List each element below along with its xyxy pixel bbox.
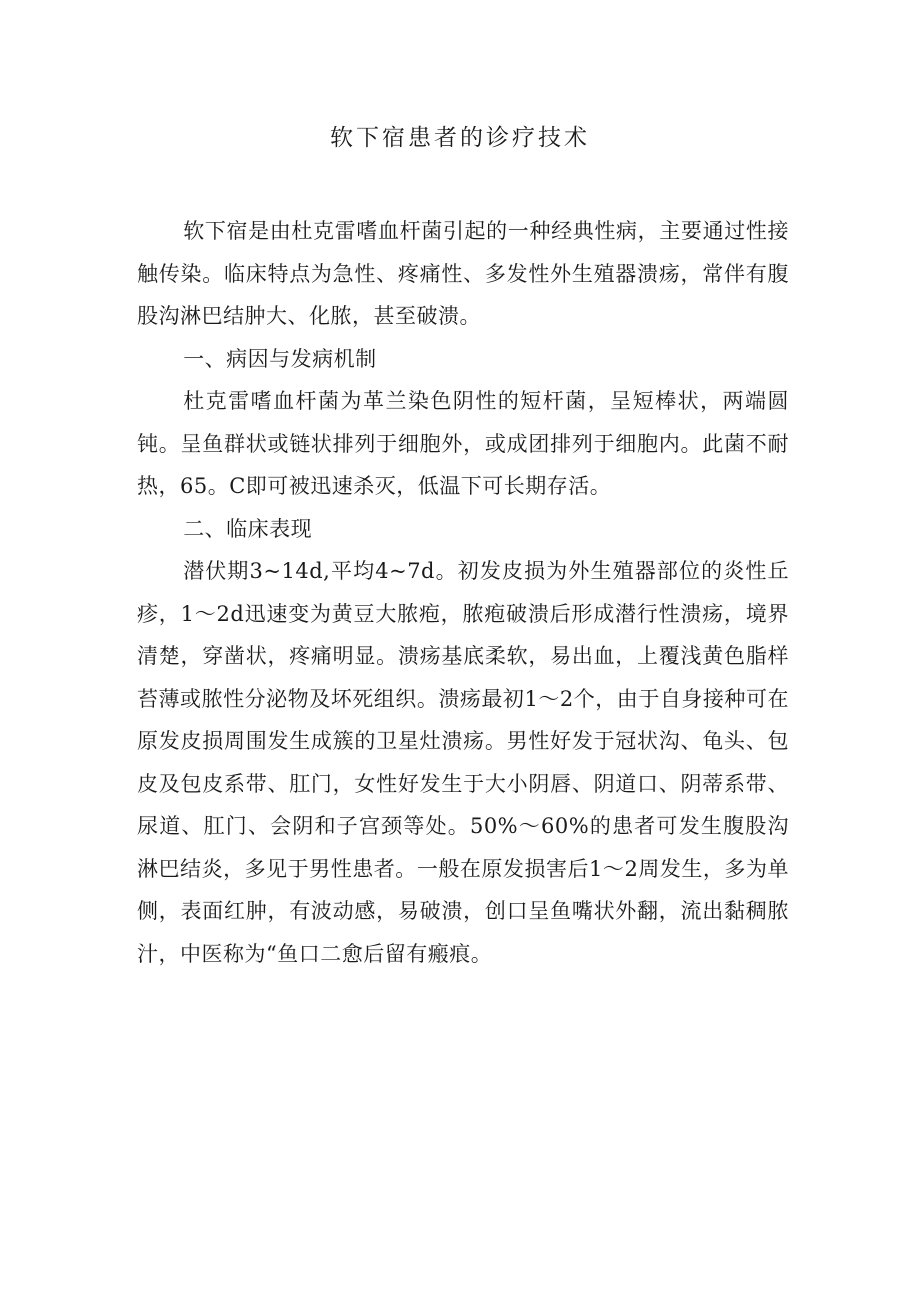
page-title: 软下宿患者的诊疗技术: [330, 125, 590, 151]
document-body: [137, 210, 789, 975]
section-heading-clinical: 二、临床表现: [183, 516, 313, 541]
intro-paragraph: 软下宿是由杜克雷嗜血杆菌引起的一种经典性病，主要通过性接触传染。临床特点为急性、疼痛性、多发性外生殖器溃疡，常伴有腹股沟淋巴结肿大、化脓，甚至破溃。: [137, 219, 789, 328]
section-text-etiology: 杜克雷嗜血杆菌为革兰染色阴性的短杆菌，呈短棒状，两端圆钝。呈鱼群状或链状排列于细胞外，或成团排列于细胞内。此菌不耐热，65。C即可被迅速杀灭，低温下可长期存活。: [137, 389, 789, 498]
section-text-clinical: 潜伏期3~14d,平均4~7d。初发皮损为外生殖器部位的炎性丘疹，1～2d迅速变为黄豆大脓疱，脓疱破溃后形成潜行性溃疡，境界清楚，穿凿状，疼痛明显。溃疡基底柔软，易出血，上覆浅黄色脂样苔薄或脓性分泌物及坏死组织。溃疡最初1～2个，由于自身接种可在原发皮损周围发生成簇的卫星灶溃疡。男性好发于冠状沟、龟头、包皮及包皮系带、肛门，女性好发生于大小阴唇、阴道口、阴蒂系带、尿道、肛门、会阴和子宫颈等处。50%～60%的患者可发生腹股沟淋巴结炎，多见于男性患者。一般在原发损害后1～2周发生，多为单侧，表面红肿，有波动感，易破溃，创口呈鱼嘴状外翻，流出黏稠脓汁，中医称为“鱼口二愈后留有瘢痕。: [137, 559, 789, 966]
section-heading-etiology: 一、病因与发病机制: [183, 346, 377, 371]
